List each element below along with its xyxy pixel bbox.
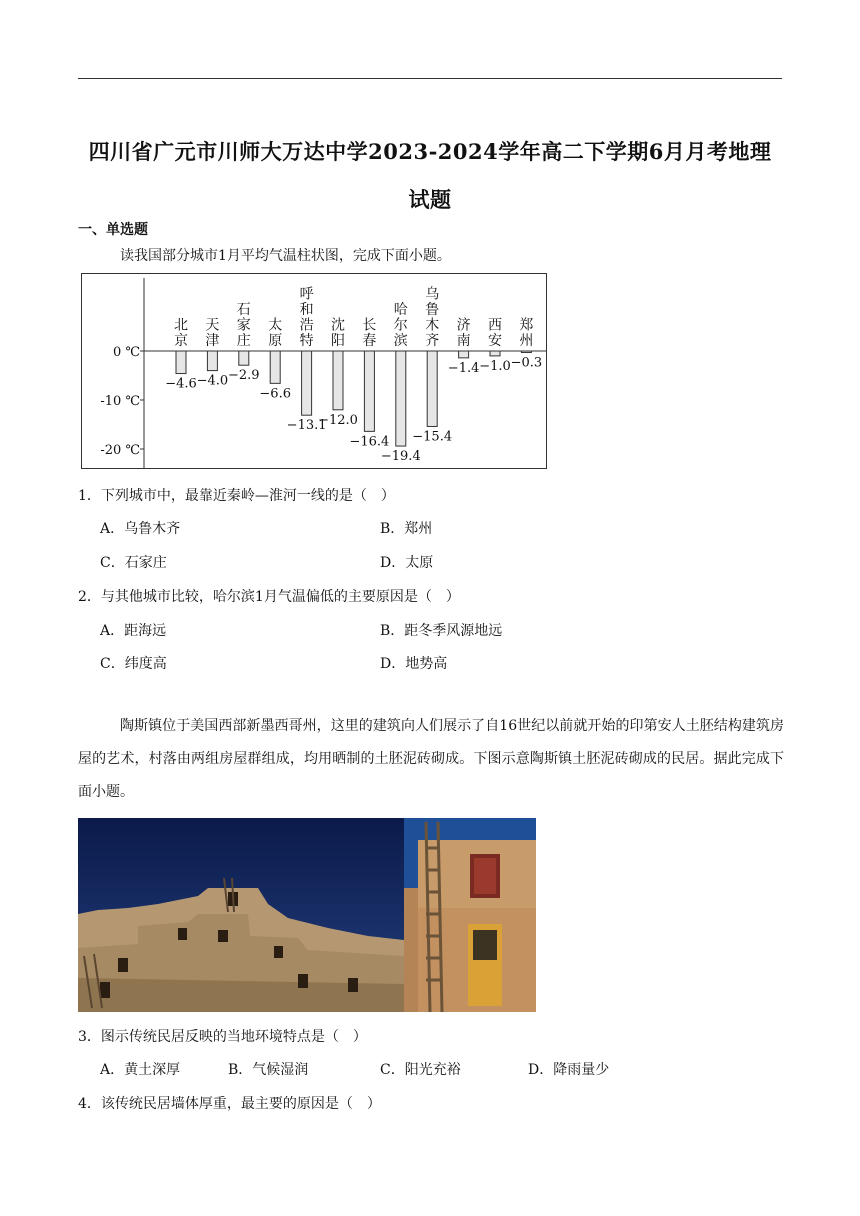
bar-value-label: −15.4 xyxy=(412,429,453,445)
adobe-house-photo xyxy=(404,818,536,1012)
bar xyxy=(396,351,406,446)
bar xyxy=(490,351,500,356)
q2-option-c[interactable]: C．纬度高 xyxy=(100,656,167,672)
bar-value-label: −4.0 xyxy=(196,373,229,389)
temperature-bar-chart xyxy=(81,273,547,469)
category-label-char: 长 xyxy=(362,317,377,334)
category-label-char: 济 xyxy=(456,317,471,334)
q2-option-b[interactable]: B．距冬季风源地远 xyxy=(380,623,503,639)
category-label-char: 鲁 xyxy=(425,302,440,318)
bar xyxy=(239,351,249,365)
category-label-char: 庄 xyxy=(236,333,251,349)
category-label-char: 原 xyxy=(268,333,283,349)
q1-option-d[interactable]: D．太原 xyxy=(380,555,434,571)
category-label-char: 西 xyxy=(488,317,502,334)
bar-value-label: −0.3 xyxy=(510,355,543,371)
category-label-char: 安 xyxy=(488,333,502,349)
q3-option-a[interactable]: A．黄土深厚 xyxy=(100,1062,181,1078)
category-label-char: 特 xyxy=(299,333,314,349)
bar xyxy=(459,351,469,358)
category-label-char: 南 xyxy=(456,333,471,349)
question-text: 下列城市中，最靠近秦岭—淮河一线的是（ ） xyxy=(100,488,395,504)
category-label-char: 郑 xyxy=(519,317,534,334)
y-tick-label: -10 ℃ xyxy=(100,394,140,409)
category-label-char: 春 xyxy=(362,333,377,349)
question-4 xyxy=(78,1093,381,1113)
category-label-char: 木 xyxy=(425,317,440,334)
bar-value-label: −6.6 xyxy=(259,386,291,402)
category-label-char: 阳 xyxy=(331,333,345,349)
q2-option-d[interactable]: D．地势高 xyxy=(380,656,448,672)
q3-option-d[interactable]: D．降雨量少 xyxy=(528,1062,610,1078)
bar-value-label: −4.6 xyxy=(165,376,197,392)
category-label-char: 哈 xyxy=(393,302,408,318)
category-label-char: 呼 xyxy=(299,286,314,303)
category-label-char: 太 xyxy=(268,317,283,334)
category-label-char: 滨 xyxy=(393,333,408,349)
question-1 xyxy=(78,485,395,505)
passage-taos: 陶斯镇位于美国西部新墨西哥州，这里的建筑向人们展示了自16世纪以前就开始的印第安人土胚结构建筑房屋的艺术，村落由两组房屋群组成，均用晒制的土胚泥砖砌成。下图示意陶斯镇土胚泥砖砌成的民居。据此完成下面小题。 xyxy=(78,718,784,800)
category-label-char: 沈 xyxy=(331,317,345,334)
category-label-char: 津 xyxy=(205,333,220,349)
category-label-char: 和 xyxy=(299,302,314,318)
bar xyxy=(333,351,343,410)
category-label-char: 乌 xyxy=(425,286,440,303)
bar-value-label: −2.9 xyxy=(228,368,260,384)
category-label-char: 京 xyxy=(174,333,188,349)
question-number: 1． xyxy=(78,488,101,504)
category-label-char: 尔 xyxy=(393,317,408,334)
category-label-char: 齐 xyxy=(425,333,440,349)
y-tick-label: 0 ℃ xyxy=(113,345,140,360)
bar-value-label: −13.1 xyxy=(286,418,327,434)
category-label-char: 石 xyxy=(236,302,251,318)
bar-value-label: −1.0 xyxy=(479,358,511,374)
bar-value-label: −16.4 xyxy=(349,434,390,450)
bar-value-label: −12.0 xyxy=(318,412,358,428)
category-label-char: 天 xyxy=(205,317,220,334)
bar xyxy=(270,351,280,383)
chart-intro-text: 读我国部分城市1月平均气温柱状图，完成下面小题。 xyxy=(120,248,451,264)
category-label-char: 北 xyxy=(174,317,188,334)
q3-option-b[interactable]: B．气候湿润 xyxy=(228,1062,309,1078)
header-rule xyxy=(78,78,782,79)
question-3 xyxy=(78,1026,367,1046)
q1-option-b[interactable]: B．郑州 xyxy=(380,521,433,537)
bar xyxy=(176,351,186,374)
bar xyxy=(207,351,217,371)
question-text: 图示传统民居反映的当地环境特点是（ ） xyxy=(100,1029,367,1045)
q1-option-c[interactable]: C．石家庄 xyxy=(100,555,167,571)
category-label-char: 浩 xyxy=(299,317,314,334)
y-tick-label: -20 ℃ xyxy=(100,443,140,458)
bar xyxy=(302,351,312,415)
bar xyxy=(427,351,437,426)
question-text: 与其他城市比较，哈尔滨1月气温偏低的主要原因是（ ） xyxy=(100,589,460,605)
page-title: 四川省广元市川师大万达中学2023-2024学年高二下学期6月月考地理试题 xyxy=(88,139,772,212)
question-number: 4． xyxy=(78,1096,101,1112)
question-number: 2． xyxy=(78,589,101,605)
section-heading: 一、单选题 xyxy=(78,222,148,238)
q1-option-a[interactable]: A．乌鲁木齐 xyxy=(100,521,181,537)
question-2 xyxy=(78,586,460,606)
question-number: 3． xyxy=(78,1029,101,1045)
q2-option-a[interactable]: A．距海远 xyxy=(100,623,167,639)
q3-option-c[interactable]: C．阳光充裕 xyxy=(380,1062,461,1078)
category-label-char: 家 xyxy=(236,317,251,334)
chart-canvas xyxy=(82,274,548,470)
bar xyxy=(364,351,374,431)
bar-value-label: −1.4 xyxy=(447,360,480,376)
category-label-char: 州 xyxy=(519,333,534,349)
bar-value-label: −19.4 xyxy=(380,449,421,465)
taos-pueblo-photo xyxy=(78,818,404,1012)
question-text: 该传统民居墙体厚重，最主要的原因是（ ） xyxy=(100,1096,381,1112)
bar xyxy=(521,351,531,352)
